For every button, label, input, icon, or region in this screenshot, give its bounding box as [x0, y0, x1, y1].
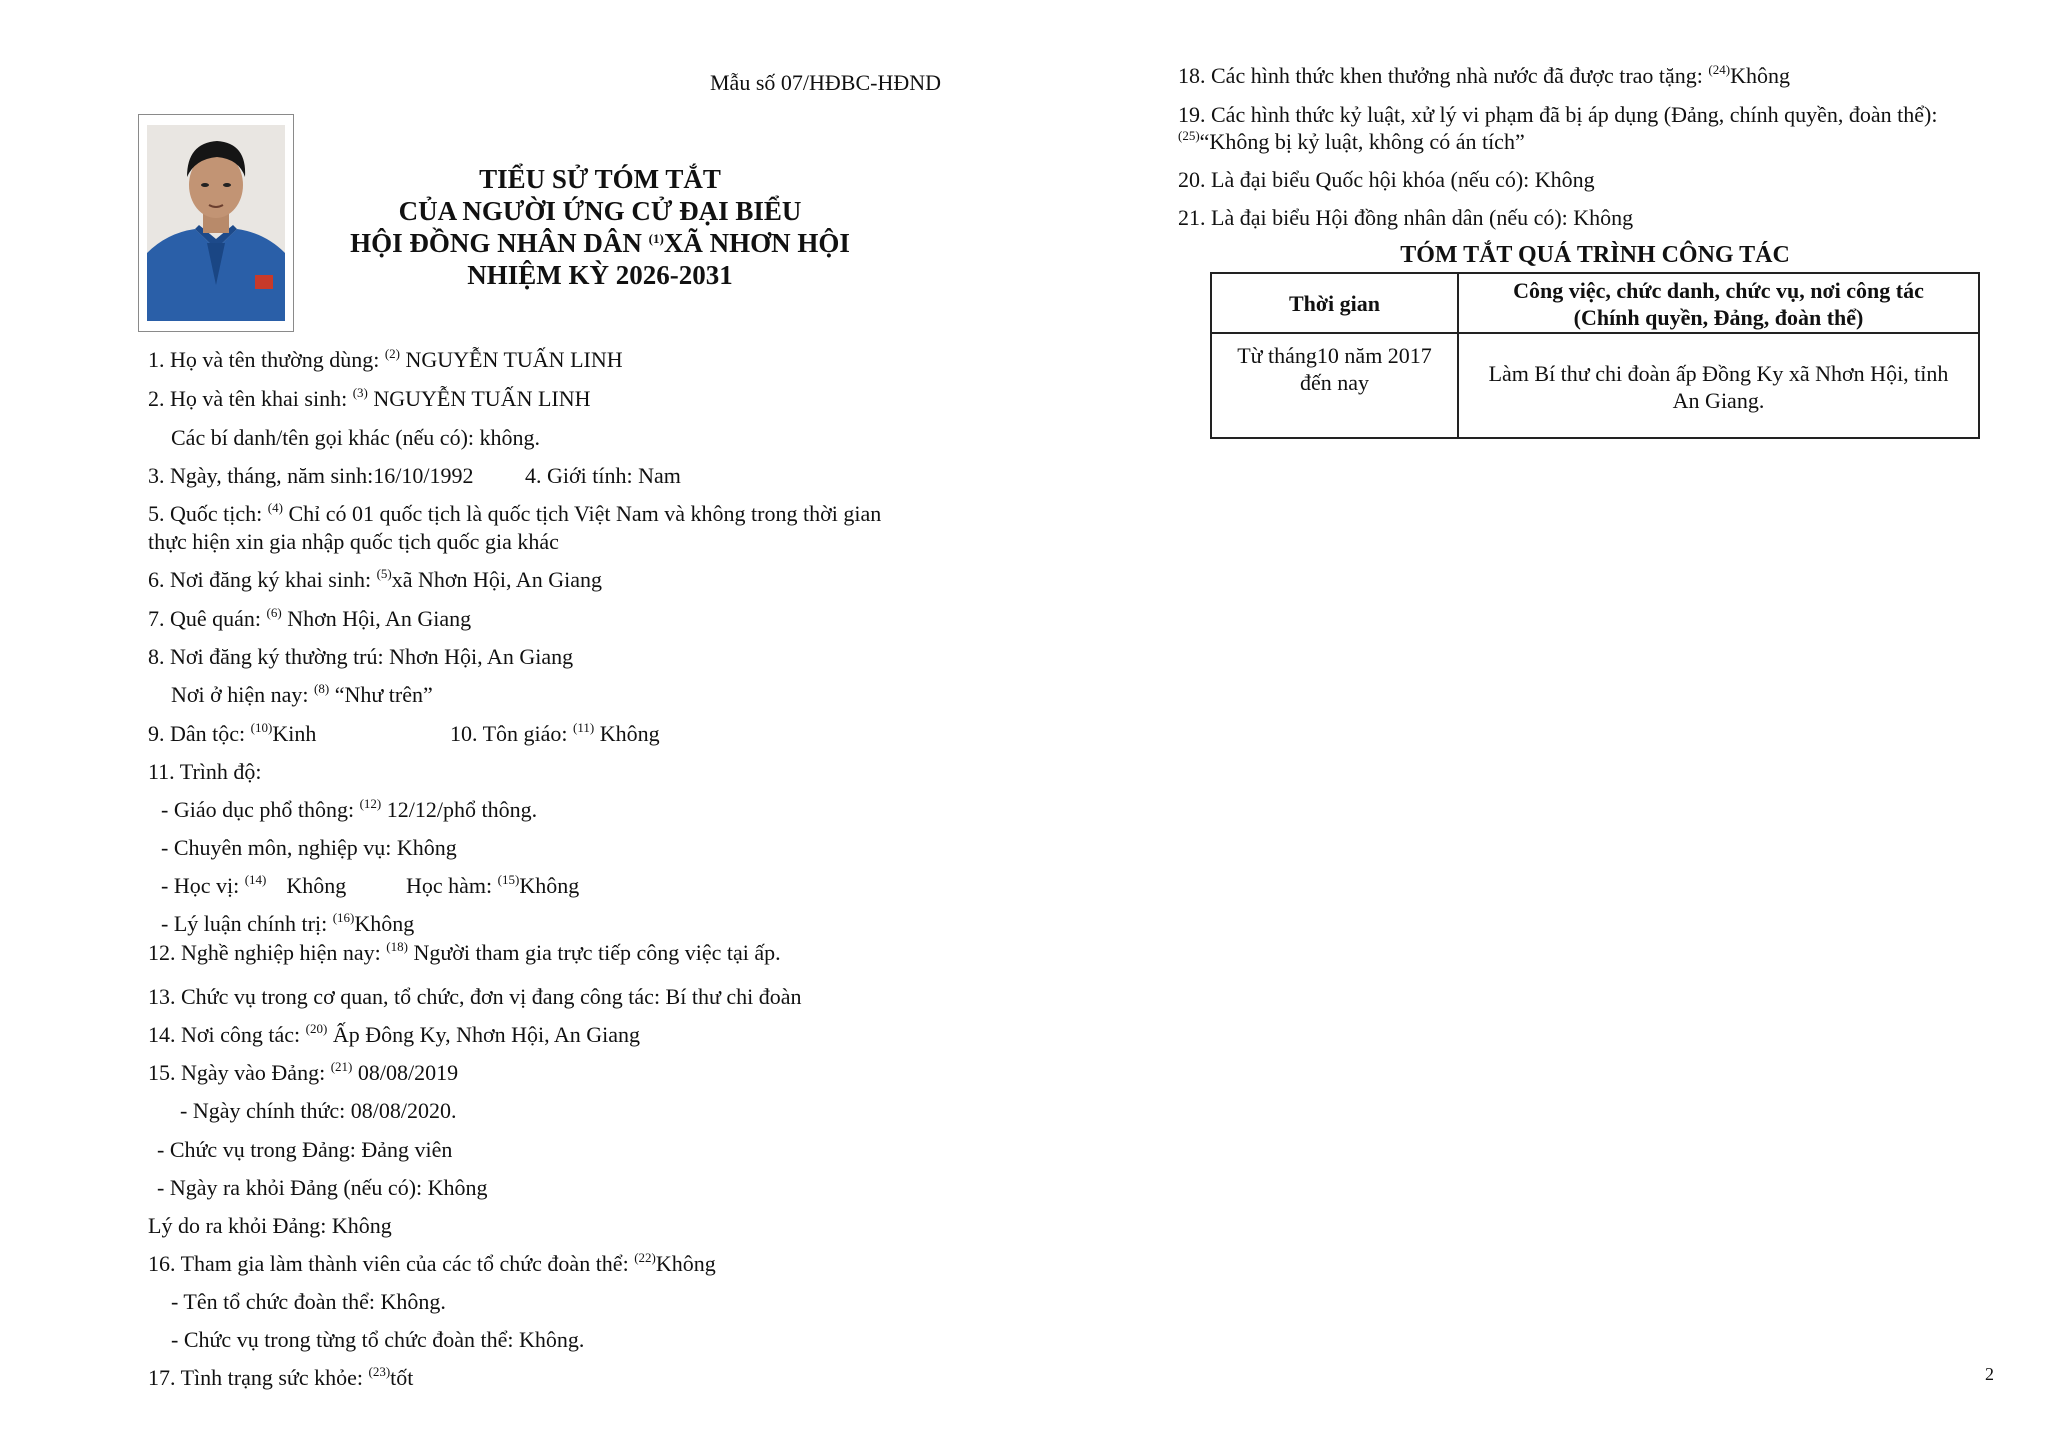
page-number: 2: [1985, 1364, 1994, 1384]
work-history-title: TÓM TẮT QUÁ TRÌNH CÔNG TÁC: [1400, 242, 1790, 268]
row-job-line1: Làm Bí thư chi đoàn ấp Đồng Ky xã Nhơn Hội, tỉnh: [1488, 361, 1949, 386]
table-header-time: Thời gian: [1288, 291, 1381, 316]
field-18: 18. Các hình thức khen thưởng nhà nước đã được trao tặng: $^{(24)}$Không: [1178, 62, 1790, 88]
field-15d: Lý do ra khỏi Đảng: Không: [148, 1213, 392, 1238]
field-20: 20. Là đại biểu Quốc hội khóa (nếu có): Không: [1178, 167, 1595, 192]
field-8b: Nơi ở hiện nay: $^{(8)}$ “Như trên”: [171, 681, 433, 707]
field-11c: - Học vị: $^{(14)}$ Không: [161, 872, 347, 898]
title-line3-post: XÃ NHƠN HỘI: [663, 228, 850, 258]
field-19-cont: $^{(25)}$“Không bị kỷ luật, không có án tích”: [1178, 128, 1525, 154]
field-3: 3. Ngày, tháng, năm sinh:16/10/1992: [148, 463, 474, 488]
field-aliases: Các bí danh/tên gọi khác (nếu có): không.: [171, 425, 541, 450]
work-history-table: [1210, 272, 1980, 439]
field-12: 12. Nghề nghiệp hiện nay: $^{(18)}$ Người tham gia trực tiếp công việc tại ấp.: [148, 939, 781, 965]
table-row-divider: [1212, 332, 1978, 334]
row-job-line2: An Giang.: [1672, 388, 1765, 413]
doc-title-line2: CỦA NGƯỜI ỨNG CỬ ĐẠI BIỂU: [398, 196, 802, 226]
field-11e: - Lý luận chính trị: $^{(16)}$Không: [161, 910, 415, 936]
field-5-cont: thực hiện xin gia nhập quốc tịch quốc gia khác: [148, 529, 559, 554]
field-14: 14. Nơi công tác: $^{(20)}$ Ấp Đông Ky, Nhơn Hội, An Giang: [148, 1021, 641, 1047]
form-number: Mẫu số 07/HĐBC-HĐND: [710, 70, 941, 95]
field-6: 6. Nơi đăng ký khai sinh: $^{(5)}$xã Nhơn Hội, An Giang: [148, 566, 602, 592]
table-row-job: [1459, 360, 1978, 414]
field-5: 5. Quốc tịch: $^{(4)}$ Chỉ có 01 quốc tịch là quốc tịch Việt Nam và không trong thời gian: [148, 500, 882, 526]
doc-title-line1: TIỂU SỬ TÓM TẮT: [479, 164, 721, 194]
field-15a: - Ngày chính thức: 08/08/2020.: [180, 1098, 457, 1123]
field-10: 10. Tôn giáo: $^{(11)}$ Không: [450, 720, 660, 746]
field-4: 4. Giới tính: Nam: [525, 463, 681, 488]
field-2: 2. Họ và tên khai sinh: $^{(3)}$ NGUYỄN TUẤN LINH: [148, 385, 591, 411]
field-11d: Học hàm: $^{(15)}$Không: [406, 872, 580, 898]
table-row-time: [1212, 342, 1457, 396]
field-16b: - Chức vụ trong từng tổ chức đoàn thể: Không.: [171, 1327, 585, 1352]
doc-title-line3: [300, 228, 900, 259]
field-1: 1. Họ và tên thường dùng: $^{(2)}$ NGUYỄN TUẤN LINH: [148, 346, 623, 372]
field-11a: - Giáo dục phổ thông: $^{(12)}$ 12/12/phổ thông.: [161, 796, 538, 822]
field-8: 8. Nơi đăng ký thường trú: Nhơn Hội, An Giang: [148, 644, 574, 669]
field-16: 16. Tham gia làm thành viên của các tổ chức đoàn thể: $^{(22)}$Không: [148, 1250, 716, 1276]
field-19: 19. Các hình thức kỷ luật, xử lý vi phạm đã bị áp dụng (Đảng, chính quyền, đoàn thể):: [1178, 102, 1938, 127]
field-13: 13. Chức vụ trong cơ quan, tổ chức, đơn vị đang công tác: Bí thư chi đoàn: [148, 984, 802, 1009]
field-15: 15. Ngày vào Đảng: $^{(21)}$ 08/08/2019: [148, 1059, 459, 1085]
row-time-line1: Từ tháng10 năm 2017: [1237, 343, 1432, 368]
table-header-job: [1459, 277, 1978, 331]
title-line3-pre: HỘI ĐỒNG NHÂN DÂN: [350, 228, 649, 258]
field-15c: - Ngày ra khỏi Đảng (nếu có): Không: [157, 1175, 488, 1200]
field-11: 11. Trình độ:: [148, 759, 262, 784]
title-line3-sup: (1): [648, 231, 664, 246]
field-16a: - Tên tổ chức đoàn thể: Không.: [171, 1289, 446, 1314]
field-7: 7. Quê quán: $^{(6)}$ Nhơn Hội, An Giang: [148, 605, 472, 631]
table-header-job-line2: (Chính quyền, Đảng, đoàn thể): [1573, 305, 1864, 330]
field-15b: - Chức vụ trong Đảng: Đảng viên: [157, 1137, 453, 1162]
field-11b: - Chuyên môn, nghiệp vụ: Không: [161, 835, 457, 860]
field-21: 21. Là đại biểu Hội đồng nhân dân (nếu có): Không: [1178, 205, 1634, 230]
field-9: 9. Dân tộc: $^{(10)}$Kinh: [148, 720, 317, 746]
field-17: 17. Tình trạng sức khỏe: $^{(23)}$tốt: [148, 1364, 414, 1390]
row-time-line2: đến nay: [1299, 370, 1370, 395]
doc-title-line4: NHIỆM KỲ 2026-2031: [467, 260, 733, 290]
candidate-photo: [138, 114, 294, 332]
table-header-job-line1: Công việc, chức danh, chức vụ, nơi công tác: [1513, 278, 1924, 303]
